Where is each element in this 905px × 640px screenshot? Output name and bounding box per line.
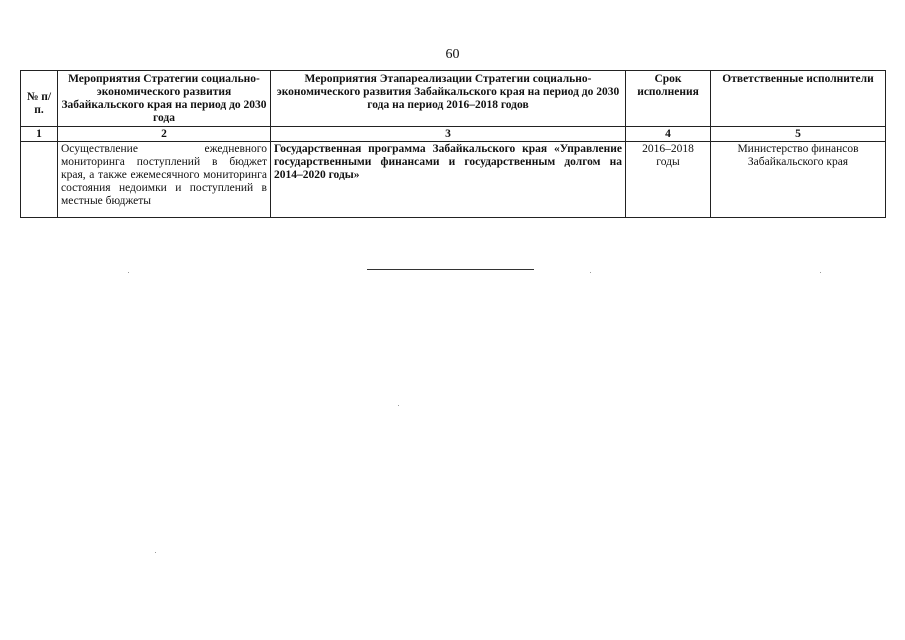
- header-stage-measures: Мероприятия Этапареализации Стратегии социально-экономического развития Забайкальского края на период до 2030 года на период 2016–2018 годов: [271, 71, 626, 127]
- column-number: 2: [58, 127, 271, 142]
- column-number-row: [21, 127, 886, 142]
- column-number: 1: [21, 127, 58, 142]
- scan-speck: [155, 552, 156, 553]
- header-number: № п/п.: [21, 71, 58, 127]
- page-number: 60: [445, 47, 460, 62]
- header-strategy-measures: Мероприятия Стратегии социально-экономического развития Забайкальского края на период до 2030 года: [58, 71, 271, 127]
- responsible-cell: Министерство финансов Забайкальского края: [711, 142, 886, 218]
- stage-measure-cell: Государственная программа Забайкальского края «Управление государственными финансами и государственным долгом на 2014–2020 годы»: [271, 142, 626, 218]
- table-header-row: [21, 71, 886, 127]
- column-number: 4: [626, 127, 711, 142]
- scan-speck: [398, 405, 399, 406]
- scan-speck: [820, 272, 821, 273]
- end-separator-line: [367, 269, 534, 270]
- column-number: 5: [711, 127, 886, 142]
- measures-table: [20, 70, 886, 218]
- header-responsible: Ответственные исполнители: [711, 71, 886, 127]
- row-number-cell: [21, 142, 58, 218]
- strategy-measure-cell: Осуществление ежедневного мониторинга поступлений в бюджет края, а также ежемесячного мониторинга состояния недоимки и поступлений в местные бюджеты: [58, 142, 271, 218]
- header-deadline: Срок исполнения: [626, 71, 711, 127]
- deadline-cell: 2016–2018 годы: [626, 142, 711, 218]
- scan-speck: [128, 272, 129, 273]
- table-row: [21, 142, 886, 218]
- scan-speck: [590, 272, 591, 273]
- column-number: 3: [271, 127, 626, 142]
